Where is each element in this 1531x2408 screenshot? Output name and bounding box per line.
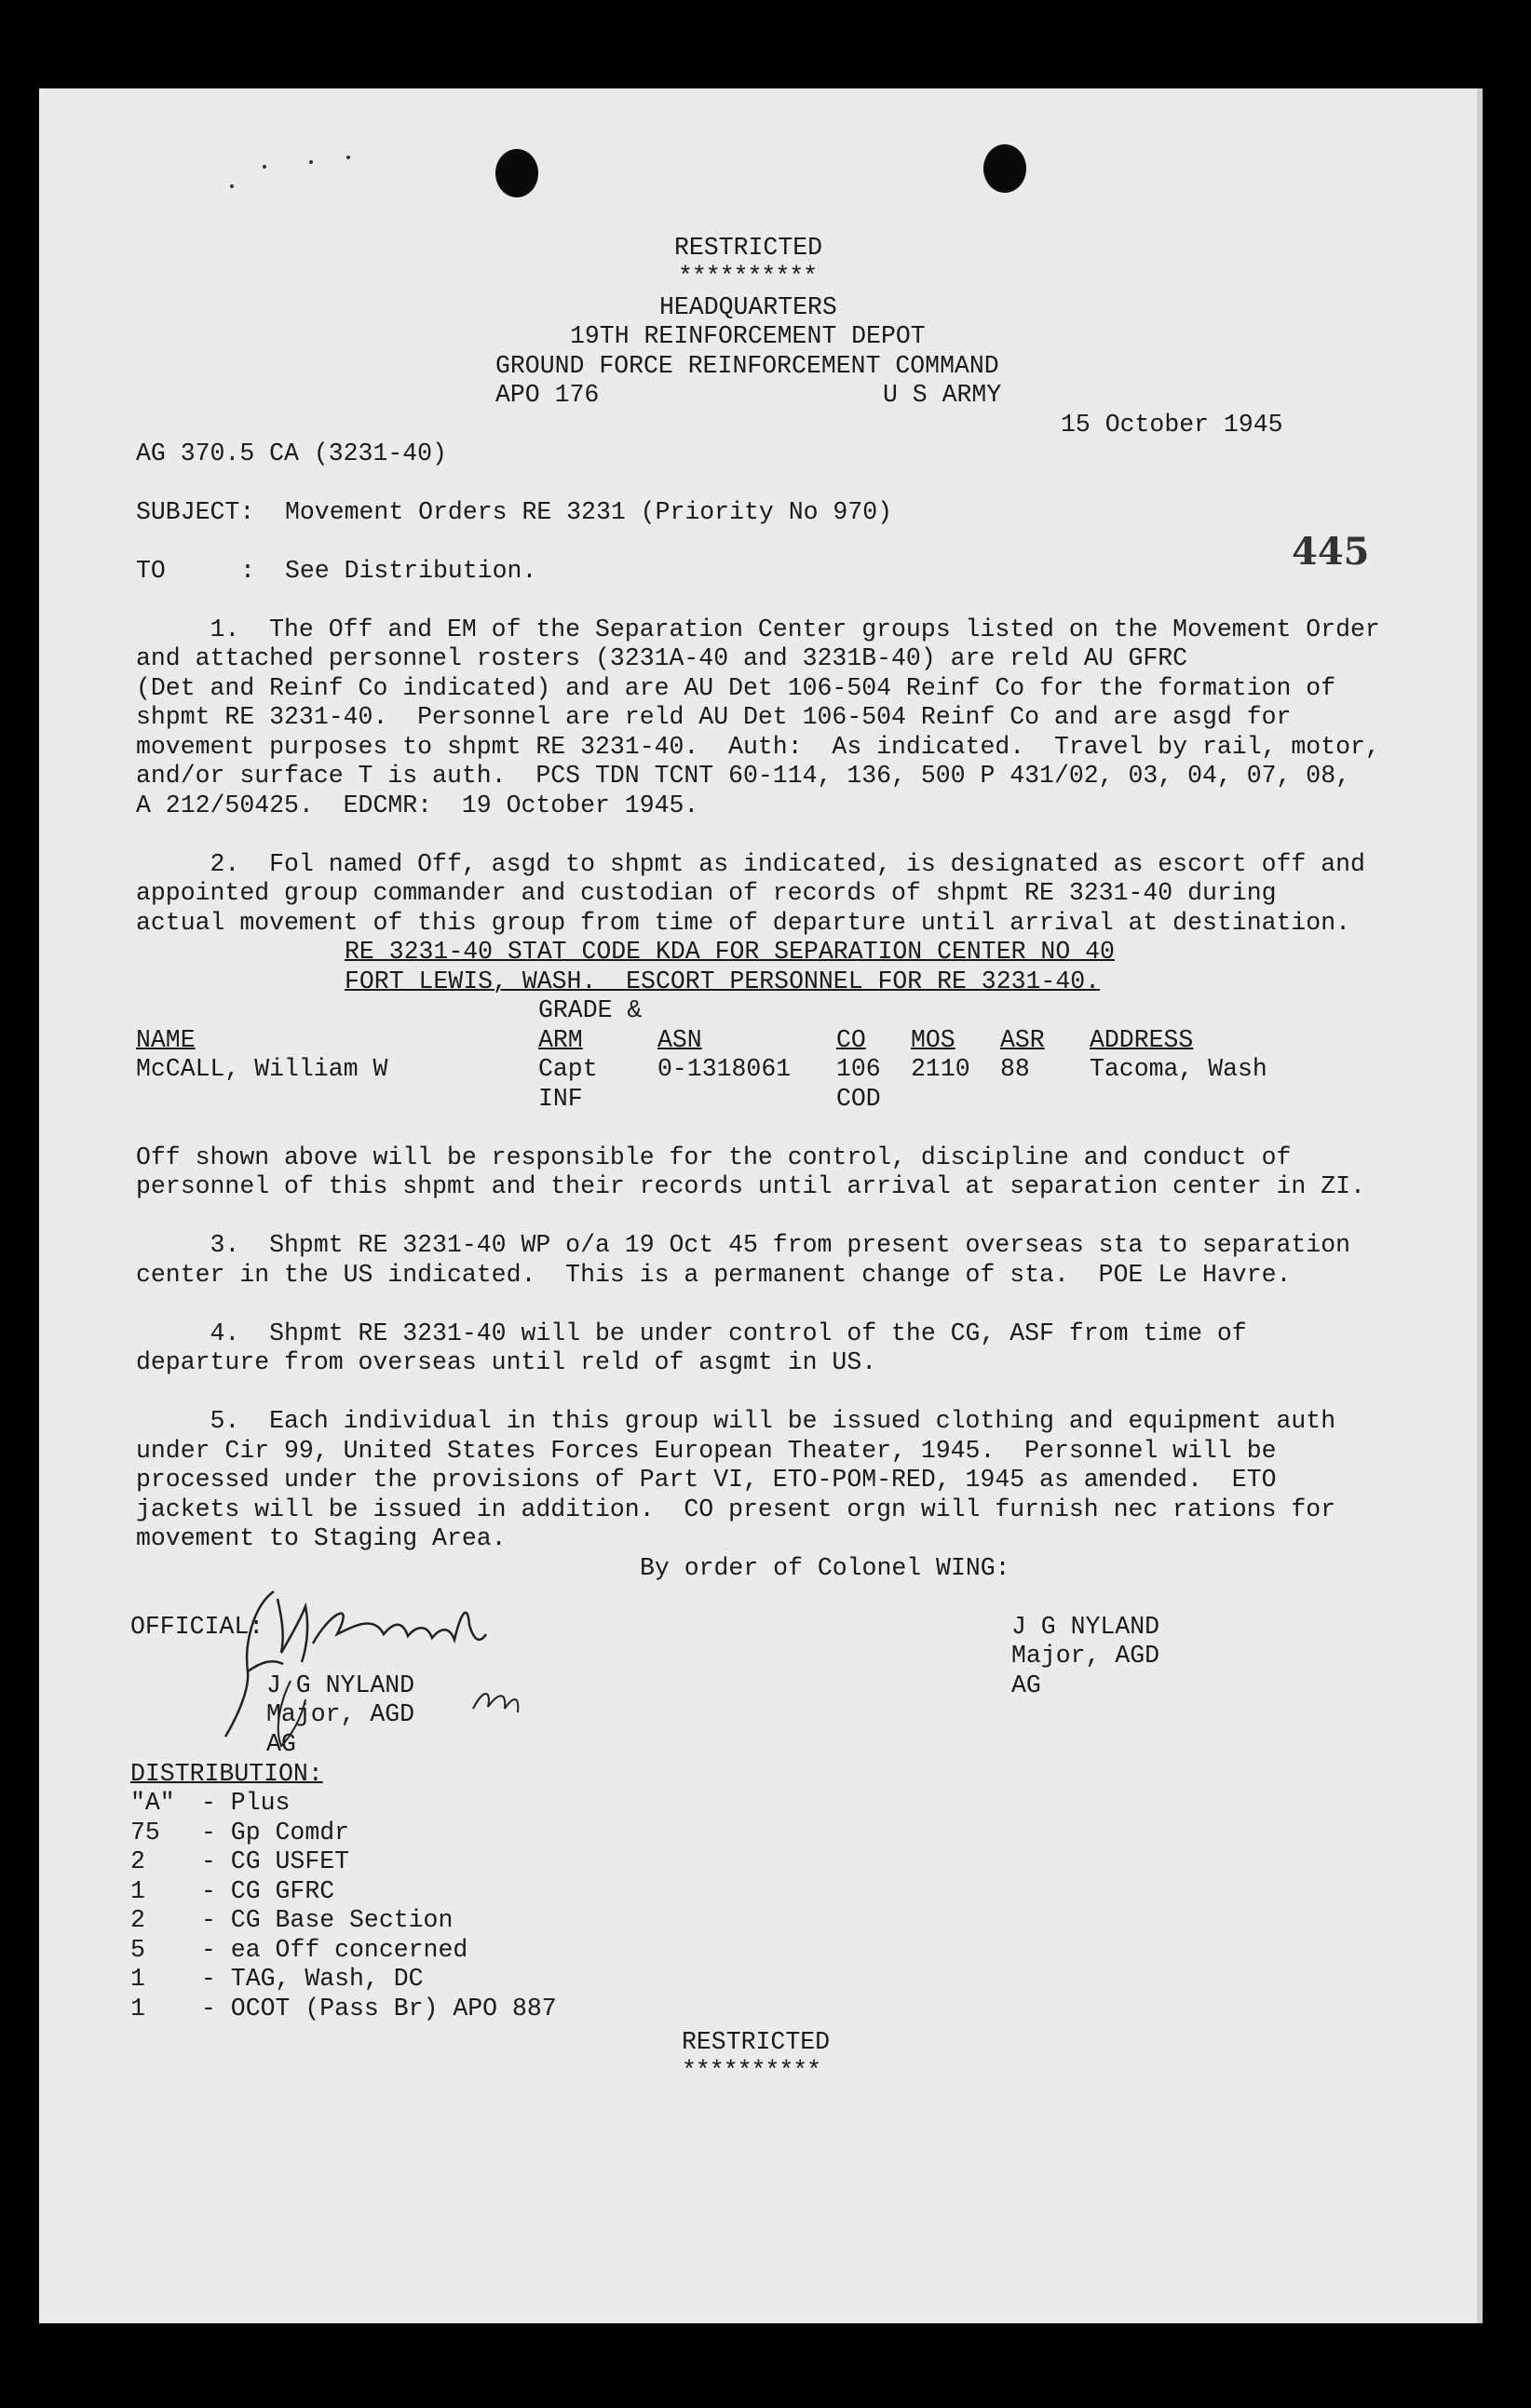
- signature-block-name: J G NYLAND: [1011, 1613, 1160, 1641]
- table-cell-co-suffix: COD: [836, 1085, 881, 1113]
- distribution-qty: 1: [130, 1965, 145, 1993]
- table-cell-address: Tacoma, Wash: [1090, 1055, 1267, 1083]
- distribution-qty: 75: [130, 1819, 160, 1847]
- punch-hole-left: [495, 149, 538, 197]
- para1-line: movement purposes to shpmt RE 3231-40. Auth: As indicated. Travel by rail, motor,: [136, 733, 1380, 761]
- distribution-qty: 2: [130, 1906, 145, 1934]
- distribution-recipient: - CG GFRC: [201, 1877, 335, 1905]
- table-cell-mos: 2110: [911, 1055, 970, 1083]
- para1-line: 1. The Off and EM of the Separation Center groups listed on the Movement Order: [136, 616, 1380, 643]
- table-cell-name: McCALL, William W: [136, 1055, 388, 1083]
- reference-number: AG 370.5 CA (3231-40): [136, 440, 447, 467]
- subject-text: Movement Orders RE 3231 (Priority No 970): [285, 498, 893, 526]
- para1-line: and attached personnel rosters (3231A-40 and 3231B-40) are reld AU GFRC: [136, 644, 1188, 672]
- classification-bottom: RESTRICTED: [682, 2028, 831, 2056]
- header-line-depot: 19TH REINFORCEMENT DEPOT: [570, 322, 926, 350]
- col-header-address: ADDRESS: [1090, 1026, 1194, 1054]
- distribution-qty: 5: [130, 1936, 145, 1964]
- escort-heading-line2: FORT LEWIS, WASH. ESCORT PERSONNEL FOR RE 3231-40.: [345, 967, 1101, 995]
- to-label: TO: [136, 557, 166, 585]
- official-rank: Major, AGD: [266, 1700, 415, 1728]
- col-header-grade-top: GRADE &: [538, 996, 643, 1024]
- signature-block-title: AG: [1011, 1671, 1041, 1699]
- para3-line: 3. Shpmt RE 3231-40 WP o/a 19 Oct 45 from present overseas sta to separation: [136, 1231, 1351, 1259]
- para5-line: movement to Staging Area.: [136, 1524, 507, 1552]
- para2b-line: personnel of this shpmt and their records until arrival at separation center in ZI.: [136, 1172, 1365, 1200]
- para4-line: 4. Shpmt RE 3231-40 will be under control of the CG, ASF from time of: [136, 1319, 1247, 1347]
- para5-line: 5. Each individual in this group will be issued clothing and equipment auth: [136, 1407, 1336, 1435]
- col-header-name: NAME: [136, 1026, 196, 1054]
- distribution-qty: 2: [130, 1847, 145, 1875]
- para1-line: A 212/50425. EDCMR: 19 October 1945.: [136, 791, 699, 819]
- para4-line: departure from overseas until reld of asgmt in US.: [136, 1348, 877, 1376]
- distribution-recipient: - TAG, Wash, DC: [201, 1965, 424, 1993]
- distribution-recipient: - OCOT (Pass Br) APO 887: [201, 1995, 557, 2022]
- distribution-recipient: - Plus: [201, 1789, 291, 1817]
- official-title: AG: [266, 1730, 296, 1758]
- distribution-title: DISTRIBUTION:: [130, 1760, 323, 1788]
- to-text: See Distribution.: [285, 557, 537, 585]
- subject-label: SUBJECT:: [136, 498, 255, 526]
- page-number-stamp: 445: [1292, 530, 1370, 574]
- table-cell-asr: 88: [1000, 1055, 1030, 1083]
- distribution-recipient: - ea Off concerned: [201, 1936, 468, 1964]
- classification-top: RESTRICTED: [674, 234, 823, 262]
- header-apo: APO 176: [495, 381, 600, 409]
- para3-line: center in the US indicated. This is a permanent change of sta. POE Le Havre.: [136, 1261, 1292, 1289]
- distribution-recipient: - Gp Comdr: [201, 1819, 350, 1847]
- speck: [263, 165, 266, 169]
- escort-heading-line1: RE 3231-40 STAT CODE KDA FOR SEPARATION CENTER NO 40: [345, 938, 1115, 966]
- speck: [346, 156, 350, 159]
- para5-line: under Cir 99, United States Forces European Theater, 1945. Personnel will be: [136, 1437, 1277, 1465]
- para2b-line: Off shown above will be responsible for the control, discipline and conduct of: [136, 1143, 1292, 1171]
- stars-top: **********: [678, 263, 818, 291]
- header-line-headquarters: HEADQUARTERS: [659, 293, 837, 321]
- distribution-recipient: - CG Base Section: [201, 1906, 454, 1934]
- para5-line: jackets will be issued in addition. CO present orgn will furnish nec rations for: [136, 1495, 1336, 1523]
- para5-line: processed under the provisions of Part VI, ETO-POM-RED, 1945 as amended. ETO: [136, 1466, 1277, 1494]
- col-header-co: CO: [836, 1026, 866, 1054]
- handwritten-signature: [216, 1578, 561, 1765]
- table-cell-asn: 0-1318061: [657, 1055, 792, 1083]
- para1-line: and/or surface T is auth. PCS TDN TCNT 60-114, 136, 500 P 431/02, 03, 04, 07, 08,: [136, 762, 1351, 790]
- official-label: OFFICIAL:: [130, 1613, 264, 1641]
- distribution-recipient: - CG USFET: [201, 1847, 350, 1875]
- para1-line: shpmt RE 3231-40. Personnel are reld AU Det 106-504 Reinf Co and are asgd for: [136, 703, 1292, 731]
- document-date: 15 October 1945: [1061, 411, 1283, 439]
- distribution-qty: 1: [130, 1995, 145, 2022]
- table-cell-grade: Capt: [538, 1055, 598, 1083]
- para1-line: (Det and Reinf Co indicated) and are AU Det 106-504 Reinf Co for the formation of: [136, 674, 1336, 702]
- table-cell-arm: INF: [538, 1085, 583, 1113]
- speck: [230, 184, 234, 188]
- col-header-grade: ARM: [538, 1026, 583, 1054]
- official-name: J G NYLAND: [266, 1671, 415, 1699]
- para2-line: appointed group commander and custodian of records of shpmt RE 3231-40 during: [136, 879, 1277, 907]
- stars-bottom: **********: [682, 2057, 821, 2085]
- header-army: U S ARMY: [883, 381, 1002, 409]
- col-header-asn: ASN: [657, 1026, 702, 1054]
- col-header-asr: ASR: [1000, 1026, 1045, 1054]
- para2-line: actual movement of this group from time of departure until arrival at destination.: [136, 909, 1351, 937]
- para2-line: 2. Fol named Off, asgd to shpmt as indicated, is designated as escort off and: [136, 850, 1365, 878]
- punch-hole-right: [983, 144, 1026, 193]
- signature-block-rank: Major, AGD: [1011, 1642, 1160, 1670]
- col-header-mos: MOS: [911, 1026, 955, 1054]
- distribution-qty: 1: [130, 1877, 145, 1905]
- header-line-command: GROUND FORCE REINFORCEMENT COMMAND: [495, 352, 999, 380]
- speck: [309, 160, 313, 164]
- document-page: [39, 88, 1483, 2323]
- distribution-qty: "A": [130, 1789, 175, 1817]
- table-cell-co: 106: [836, 1055, 881, 1083]
- by-order-line: By order of Colonel WING:: [640, 1554, 1010, 1582]
- to-colon: :: [240, 557, 255, 585]
